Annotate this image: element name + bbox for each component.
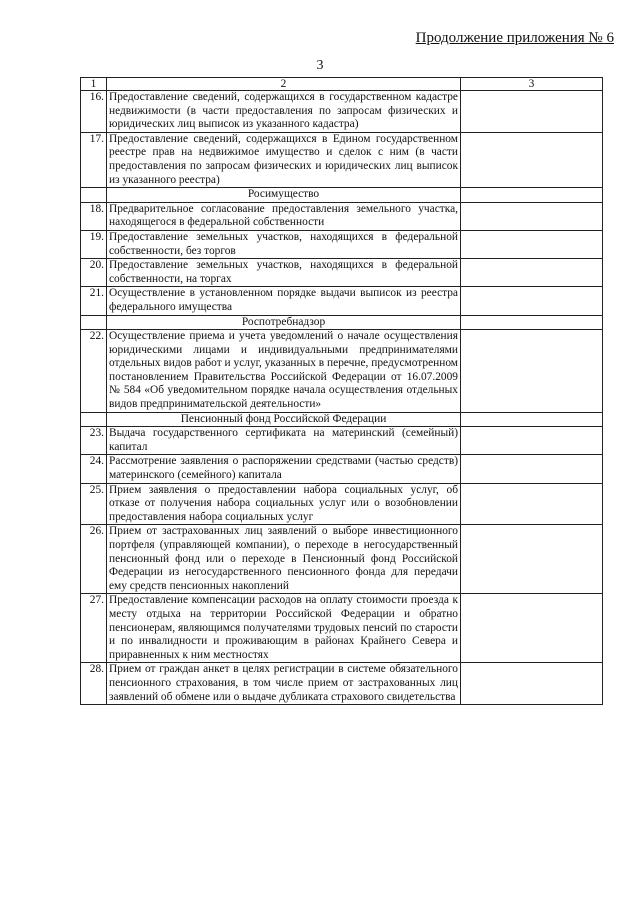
- services-table: [80, 77, 603, 705]
- service-description: Прием от застрахованных лиц заявлений о выборе инвестиционного портфеля (управляющей компании), о переходе в негосударственный пенсионный фонд или о переходе в Пенсионный фонд Российской Федерации из негосударственного пенсионного фонда для передачи ему средств пенсионных накоплений: [107, 525, 461, 594]
- item-number: 23.: [81, 427, 107, 455]
- service-description: Рассмотрение заявления о распоряжении средствами (частью средств) материнского (семейного) капитала: [107, 455, 461, 483]
- column-3-cell: [461, 594, 603, 663]
- item-number: 21.: [81, 287, 107, 315]
- service-description: Предоставление земельных участков, находящихся в федеральной собственности, на торгах: [107, 259, 461, 287]
- section-title: Росимущество: [107, 188, 461, 203]
- item-number: 20.: [81, 259, 107, 287]
- col-header-2: 2: [107, 78, 461, 91]
- column-3-cell: [461, 259, 603, 287]
- section-title: Пенсионный фонд Российской Федерации: [107, 412, 461, 427]
- section-row: [81, 412, 603, 427]
- service-description: Осуществление приема и учета уведомлений о начале осуществления юридическими лицами и индивидуальными предпринимателями отдельных видов работ и услуг, указанных в перечне, предусмотренном постановлением Правительства Российской Федерации от 16.07.2009 № 584 «Об уведомительном порядке начала осуществления отдельных видов предпринимательской деятельности»: [107, 330, 461, 413]
- item-number: 27.: [81, 594, 107, 663]
- service-description: Предоставление сведений, содержащихся в Едином государственном реестре прав на недвижимое имущество и сделок с ним (в части предоставления по запросам физических и юридических лиц выписок из указанного реестра): [107, 132, 461, 187]
- section-row: [81, 188, 603, 203]
- section-num-cell: [81, 412, 107, 427]
- table-row: [81, 483, 603, 525]
- section-num-cell: [81, 315, 107, 330]
- appendix-header: Продолжение приложения № 6: [415, 30, 614, 46]
- section-empty-cell: [461, 315, 603, 330]
- column-3-cell: [461, 230, 603, 258]
- col-header-3: 3: [461, 78, 603, 91]
- section-row: [81, 315, 603, 330]
- table-row: [81, 663, 603, 705]
- column-3-cell: [461, 525, 603, 594]
- column-3-cell: [461, 91, 603, 133]
- table-row: [81, 525, 603, 594]
- column-3-cell: [461, 427, 603, 455]
- item-number: 17.: [81, 132, 107, 187]
- service-description: Выдача государственного сертификата на материнский (семейный) капитал: [107, 427, 461, 455]
- table-row: [81, 594, 603, 663]
- item-number: 18.: [81, 202, 107, 230]
- service-description: Предоставление сведений, содержащихся в государственном кадастре недвижимости (в части предоставления по запросам физических и юридических лиц выписок из указанного кадастра): [107, 91, 461, 133]
- table-row: [81, 230, 603, 258]
- table-row: [81, 202, 603, 230]
- item-number: 19.: [81, 230, 107, 258]
- table-row: [81, 132, 603, 187]
- item-number: 25.: [81, 483, 107, 525]
- section-empty-cell: [461, 412, 603, 427]
- service-description: Прием заявления о предоставлении набора социальных услуг, об отказе от получения набора социальных услуг или о возобновлении предоставления набора социальных услуг: [107, 483, 461, 525]
- table-row: [81, 427, 603, 455]
- item-number: 16.: [81, 91, 107, 133]
- col-header-1: 1: [81, 78, 107, 91]
- column-header-row: [81, 78, 603, 91]
- table-row: [81, 91, 603, 133]
- table-row: [81, 330, 603, 413]
- section-title: Роспотребнадзор: [107, 315, 461, 330]
- item-number: 24.: [81, 455, 107, 483]
- column-3-cell: [461, 455, 603, 483]
- service-description: Осуществление в установленном порядке выдачи выписок из реестра федерального имущества: [107, 287, 461, 315]
- column-3-cell: [461, 483, 603, 525]
- table-row: [81, 259, 603, 287]
- table-row: [81, 287, 603, 315]
- column-3-cell: [461, 287, 603, 315]
- service-description: Прием от граждан анкет в целях регистрации в системе обязательного пенсионного страхования, в том числе прием от застрахованных лиц заявлений об обмене или о выдаче дубликата страхового свидетельства: [107, 663, 461, 705]
- column-3-cell: [461, 330, 603, 413]
- item-number: 22.: [81, 330, 107, 413]
- page-number: 3: [316, 58, 324, 73]
- column-3-cell: [461, 132, 603, 187]
- section-empty-cell: [461, 188, 603, 203]
- service-description: Предоставление компенсации расходов на оплату стоимости проезда к месту отдыха на территории Российской Федерации и обратно пенсионерам, являющимся получателями трудовых пенсий по старости и по инвалидности и проживающим в районах Крайнего Севера и приравненных к ним местностях: [107, 594, 461, 663]
- column-3-cell: [461, 202, 603, 230]
- section-num-cell: [81, 188, 107, 203]
- table-row: [81, 455, 603, 483]
- service-description: Предоставление земельных участков, находящихся в федеральной собственности, без торгов: [107, 230, 461, 258]
- item-number: 26.: [81, 525, 107, 594]
- column-3-cell: [461, 663, 603, 705]
- service-description: Предварительное согласование предоставления земельного участка, находящегося в федеральной собственности: [107, 202, 461, 230]
- item-number: 28.: [81, 663, 107, 705]
